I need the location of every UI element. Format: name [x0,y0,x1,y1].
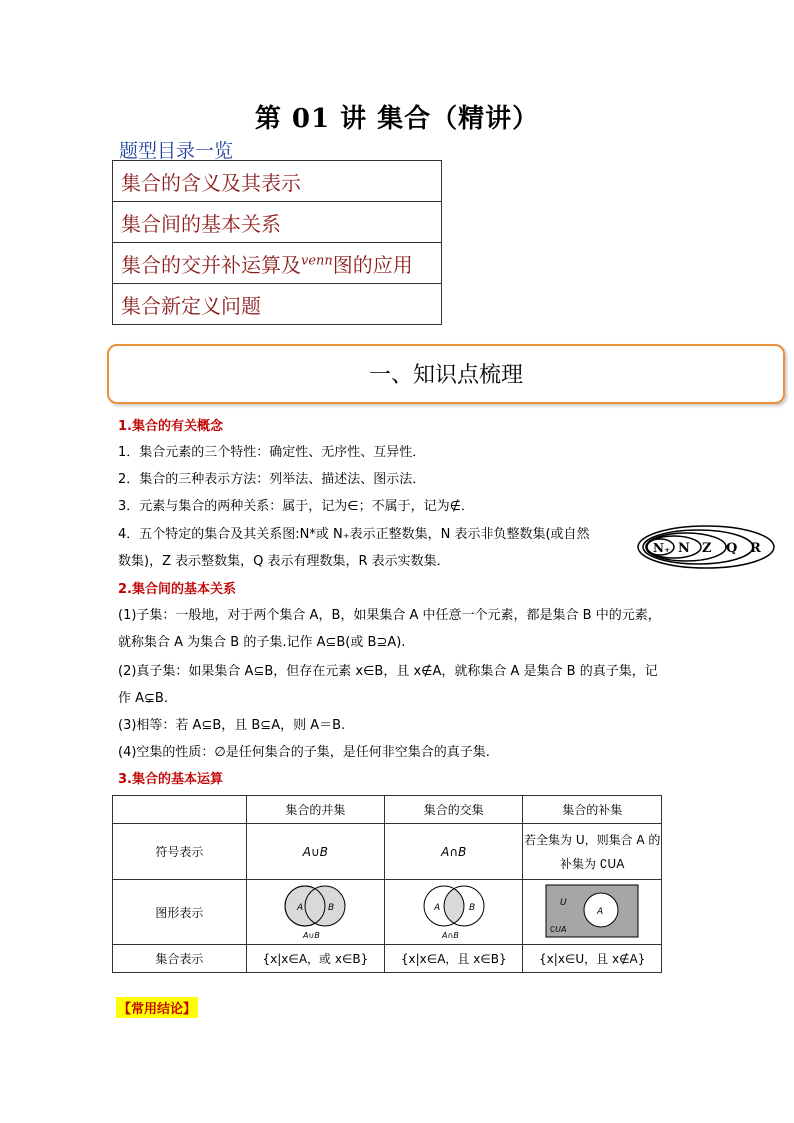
text-line: 数集)，Z 表示整数集，Q 表示有理数集，R 表示实数集． [118,554,450,569]
set-letter: N₊ [653,541,671,555]
table-cell: A∩B [385,824,523,880]
toc-item[interactable]: 集合间的基本关系 [113,202,442,243]
table-cell: A∪B [246,824,384,880]
text-line: 2．集合的三种表示方法：列举法、描述法、图示法． [118,472,426,487]
conclusion-tag: 【常用结论】 [116,997,198,1018]
text-line: 4．五个特定的集合及其关系图:N*或 N₊表示正整数集，N 表示非负整数集(或自然 [118,527,590,542]
venn-label: B [468,902,475,913]
set-letter: R [750,541,761,556]
venn-label: U [560,897,567,908]
table-cell: {x|x∈A，或 x∈B} [246,945,384,973]
venn-caption: A∪B [303,930,321,940]
toc-item-tail: 图的应用 [332,252,413,277]
venn-label: A [297,902,304,913]
toc-item-text: 集合的交并补运算及 [121,252,301,277]
intersection-figure-cell [385,880,523,945]
row-label: 符号表示 [113,824,247,880]
banner-title: 一、知识点梳理 [368,363,523,388]
table-header: 集合的并集 [246,796,384,824]
text-line: 1．集合元素的三个特性：确定性、无序性、互异性． [118,445,426,460]
section-banner [107,344,785,404]
text-line: (1)子集：一般地，对于两个集合 A，B，如果集合 A 中任意一个元素，都是集合 B 中的元素， [118,608,661,623]
toc-table [112,160,442,325]
complement-figure-cell [523,880,662,945]
text-line: (2)真子集：如果集合 A⊆B，但存在元素 x∈B，且 x∉A，就称集合 A 是集合 B 的真子集，记 [118,664,658,679]
venn-label: A [597,906,604,917]
row-label: 集合表示 [113,945,247,973]
venn-label: A [433,902,440,913]
table-header: 集合的补集 [523,796,662,824]
intersection-venn-diagram [414,881,494,941]
set-letter: Q [726,541,738,556]
section-heading: 1.集合的有关概念 [118,419,223,434]
toc-item[interactable]: 集合的含义及其表示 [113,161,442,202]
complement-venn-diagram [544,883,640,939]
table-cell: {x|x∈A，且 x∈B} [385,945,523,973]
toc-item-sup: venn [301,252,333,268]
text-line: 作 A⊊B. [118,691,168,706]
table-header [113,796,247,824]
table-header: 集合的交集 [385,796,523,824]
text-line: (3)相等：若 A⊆B，且 B⊆A，则 A＝B. [118,718,346,733]
union-venn-diagram [275,881,355,941]
set-operations-table [112,795,662,973]
venn-label: B [328,902,335,913]
number-sets-diagram [636,524,776,570]
section-heading: 3.集合的基本运算 [118,772,223,787]
text-line: (4)空集的性质：∅是任何集合的子集，是任何非空集合的真子集. [118,745,490,760]
section-heading: 2.集合间的基本关系 [118,582,236,597]
text-line: 3．元素与集合的两种关系：属于，记为∈；不属于，记为∉． [118,499,474,514]
set-letter: Z [702,541,712,556]
venn-caption: ∁UA [550,924,567,934]
set-letter: N [678,541,690,556]
row-label: 图形表示 [113,880,247,945]
union-figure-cell [246,880,384,945]
toc-heading: 题型目录一览 [119,140,234,162]
toc-item[interactable] [113,243,442,284]
venn-caption: A∩B [441,930,459,940]
table-cell: {x|x∈U，且 x∉A} [523,945,662,973]
table-cell: 若全集为 U，则集合 A 的补集为 ∁UA [523,824,662,880]
text-line: 就称集合 A 为集合 B 的子集.记作 A⊆B(或 B⊇A). [118,635,406,650]
page-title: 第 01 讲 集合（精讲） [254,104,540,134]
toc-item[interactable]: 集合新定义问题 [113,284,442,325]
